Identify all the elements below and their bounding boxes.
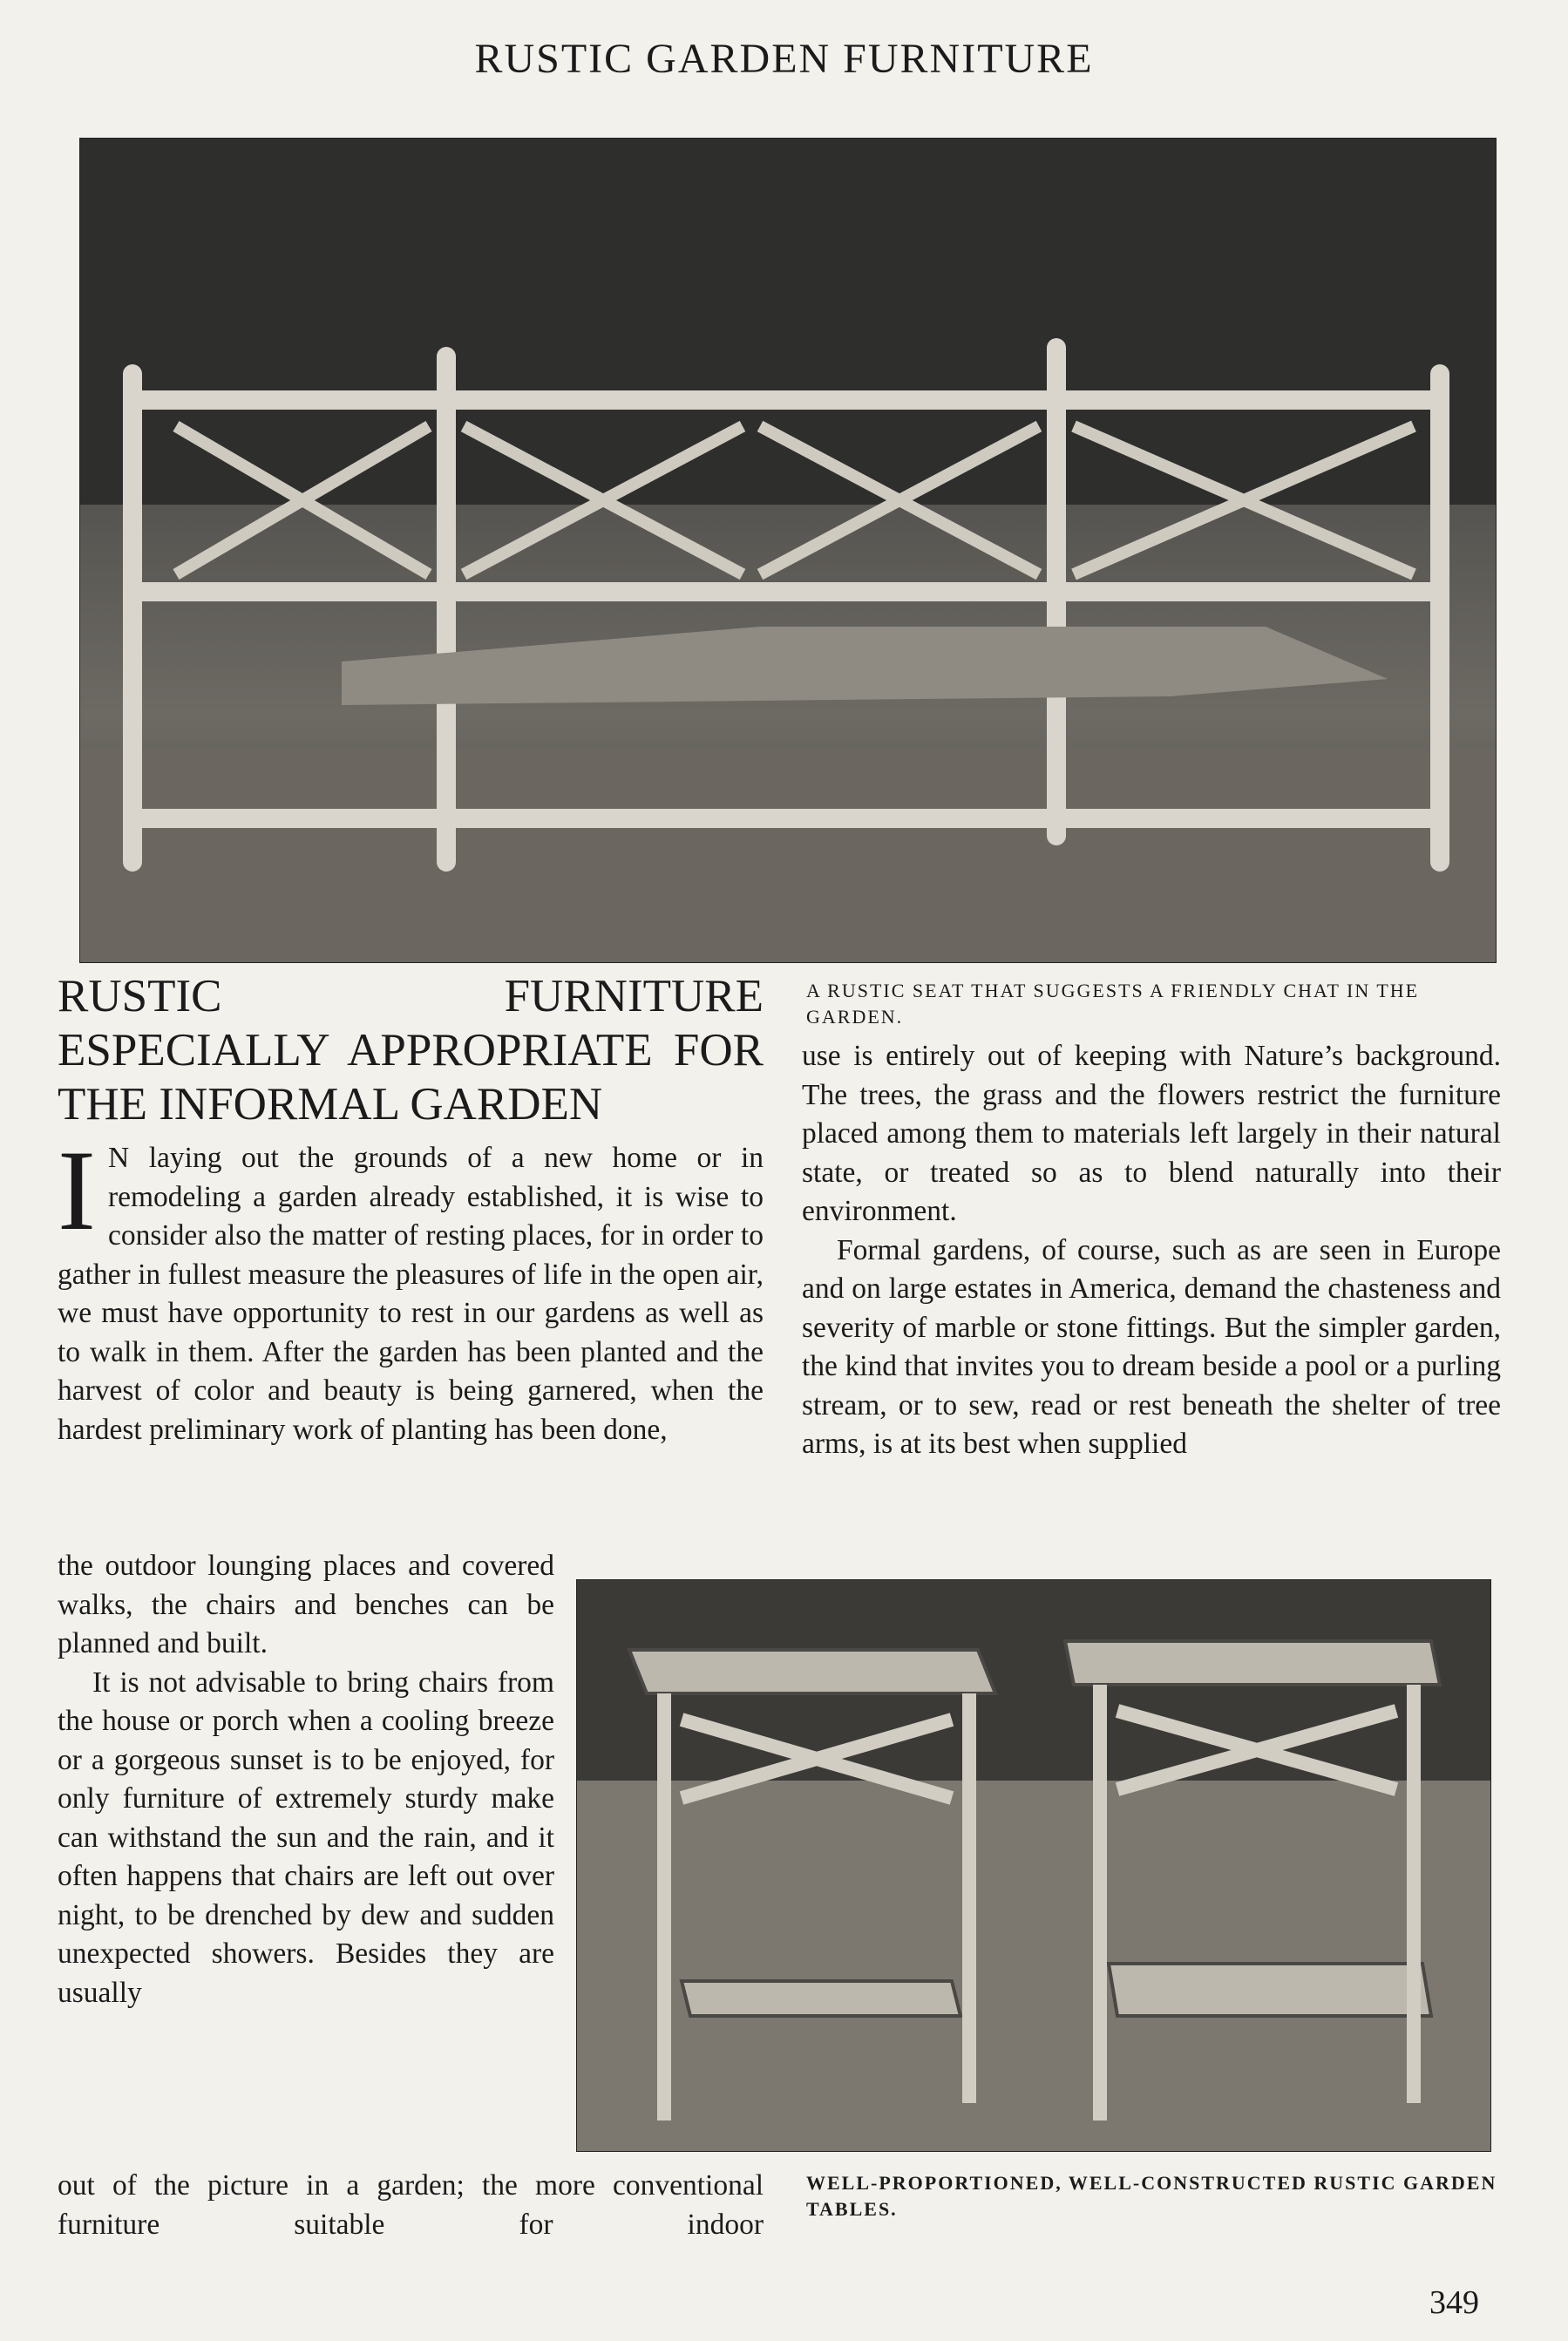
article-headline: RUSTIC FURNITURE ESPECIALLY APPROPRIATE FOR THE INFORMAL GARDEN [58, 971, 764, 1130]
right-column [802, 1037, 1501, 1464]
left-column-top [58, 1126, 764, 1449]
page-number: 349 [1429, 2284, 1479, 2321]
right-paragraph-1: use is entirely out of keeping with Nature’s background. The trees, the grass and the flowers restrict the furniture placed among them to materials left largely in their natural state, or treated so as to blend naturally into their environment. [802, 1040, 1501, 1227]
rustic-tables-photo [576, 1579, 1491, 2152]
paragraph-1: N laying out the grounds of a new home or in remodeling a garden already established, it is wise to consider also the matter of resting places, for in order to gather in fullest measure the pleasures of life in the open air, we must have opportunity to rest in our gardens as well as to walk in them. After the garden has been planted and the harvest of color and beauty is being garnered, when the hardest preliminary work of planting has been done, [58, 1142, 764, 1446]
drop-cap: I [58, 1126, 96, 1254]
right-paragraph-2: Formal gardens, of course, such as are seen in Europe and on large estates in America, demand the chasteness and severity of marble or stone fittings. But the simpler garden, the kind that invites you to dream beside a pool or a purling stream, or to sew, read or rest beneath the shelter of tree arms, is at its best when supplied [802, 1233, 1501, 1460]
left-column-narrow [58, 1547, 554, 2012]
running-header: RUSTIC GARDEN FURNITURE [474, 36, 1094, 82]
paragraph-2-tail: out of the picture in a garden; the more conventional furniture suitable for indoor [58, 2169, 764, 2241]
bench-photo-caption: A RUSTIC SEAT THAT SUGGESTS A FRIENDLY CHAT IN THE GARDEN. [806, 980, 1420, 1028]
tables-photo-caption: WELL-PROPORTIONED, WELL-CONSTRUCTED RUSTIC GARDEN TABLES. [806, 2172, 1497, 2220]
rustic-bench-photo [79, 138, 1497, 963]
paragraph-2: It is not advisable to bring chairs from the house or porch when a cooling breeze or a gorgeous sunset is to be enjoyed, for only furniture of extremely sturdy make can withstand the sun and the rain, and it often happens that chairs are left out over night, to be drenched by dew and sudden unexpected showers. Besides they are usually [58, 1666, 554, 2009]
paragraph-1-continued: the outdoor lounging places and covered walks, the chairs and benches can be planned and built. [58, 1550, 554, 1659]
